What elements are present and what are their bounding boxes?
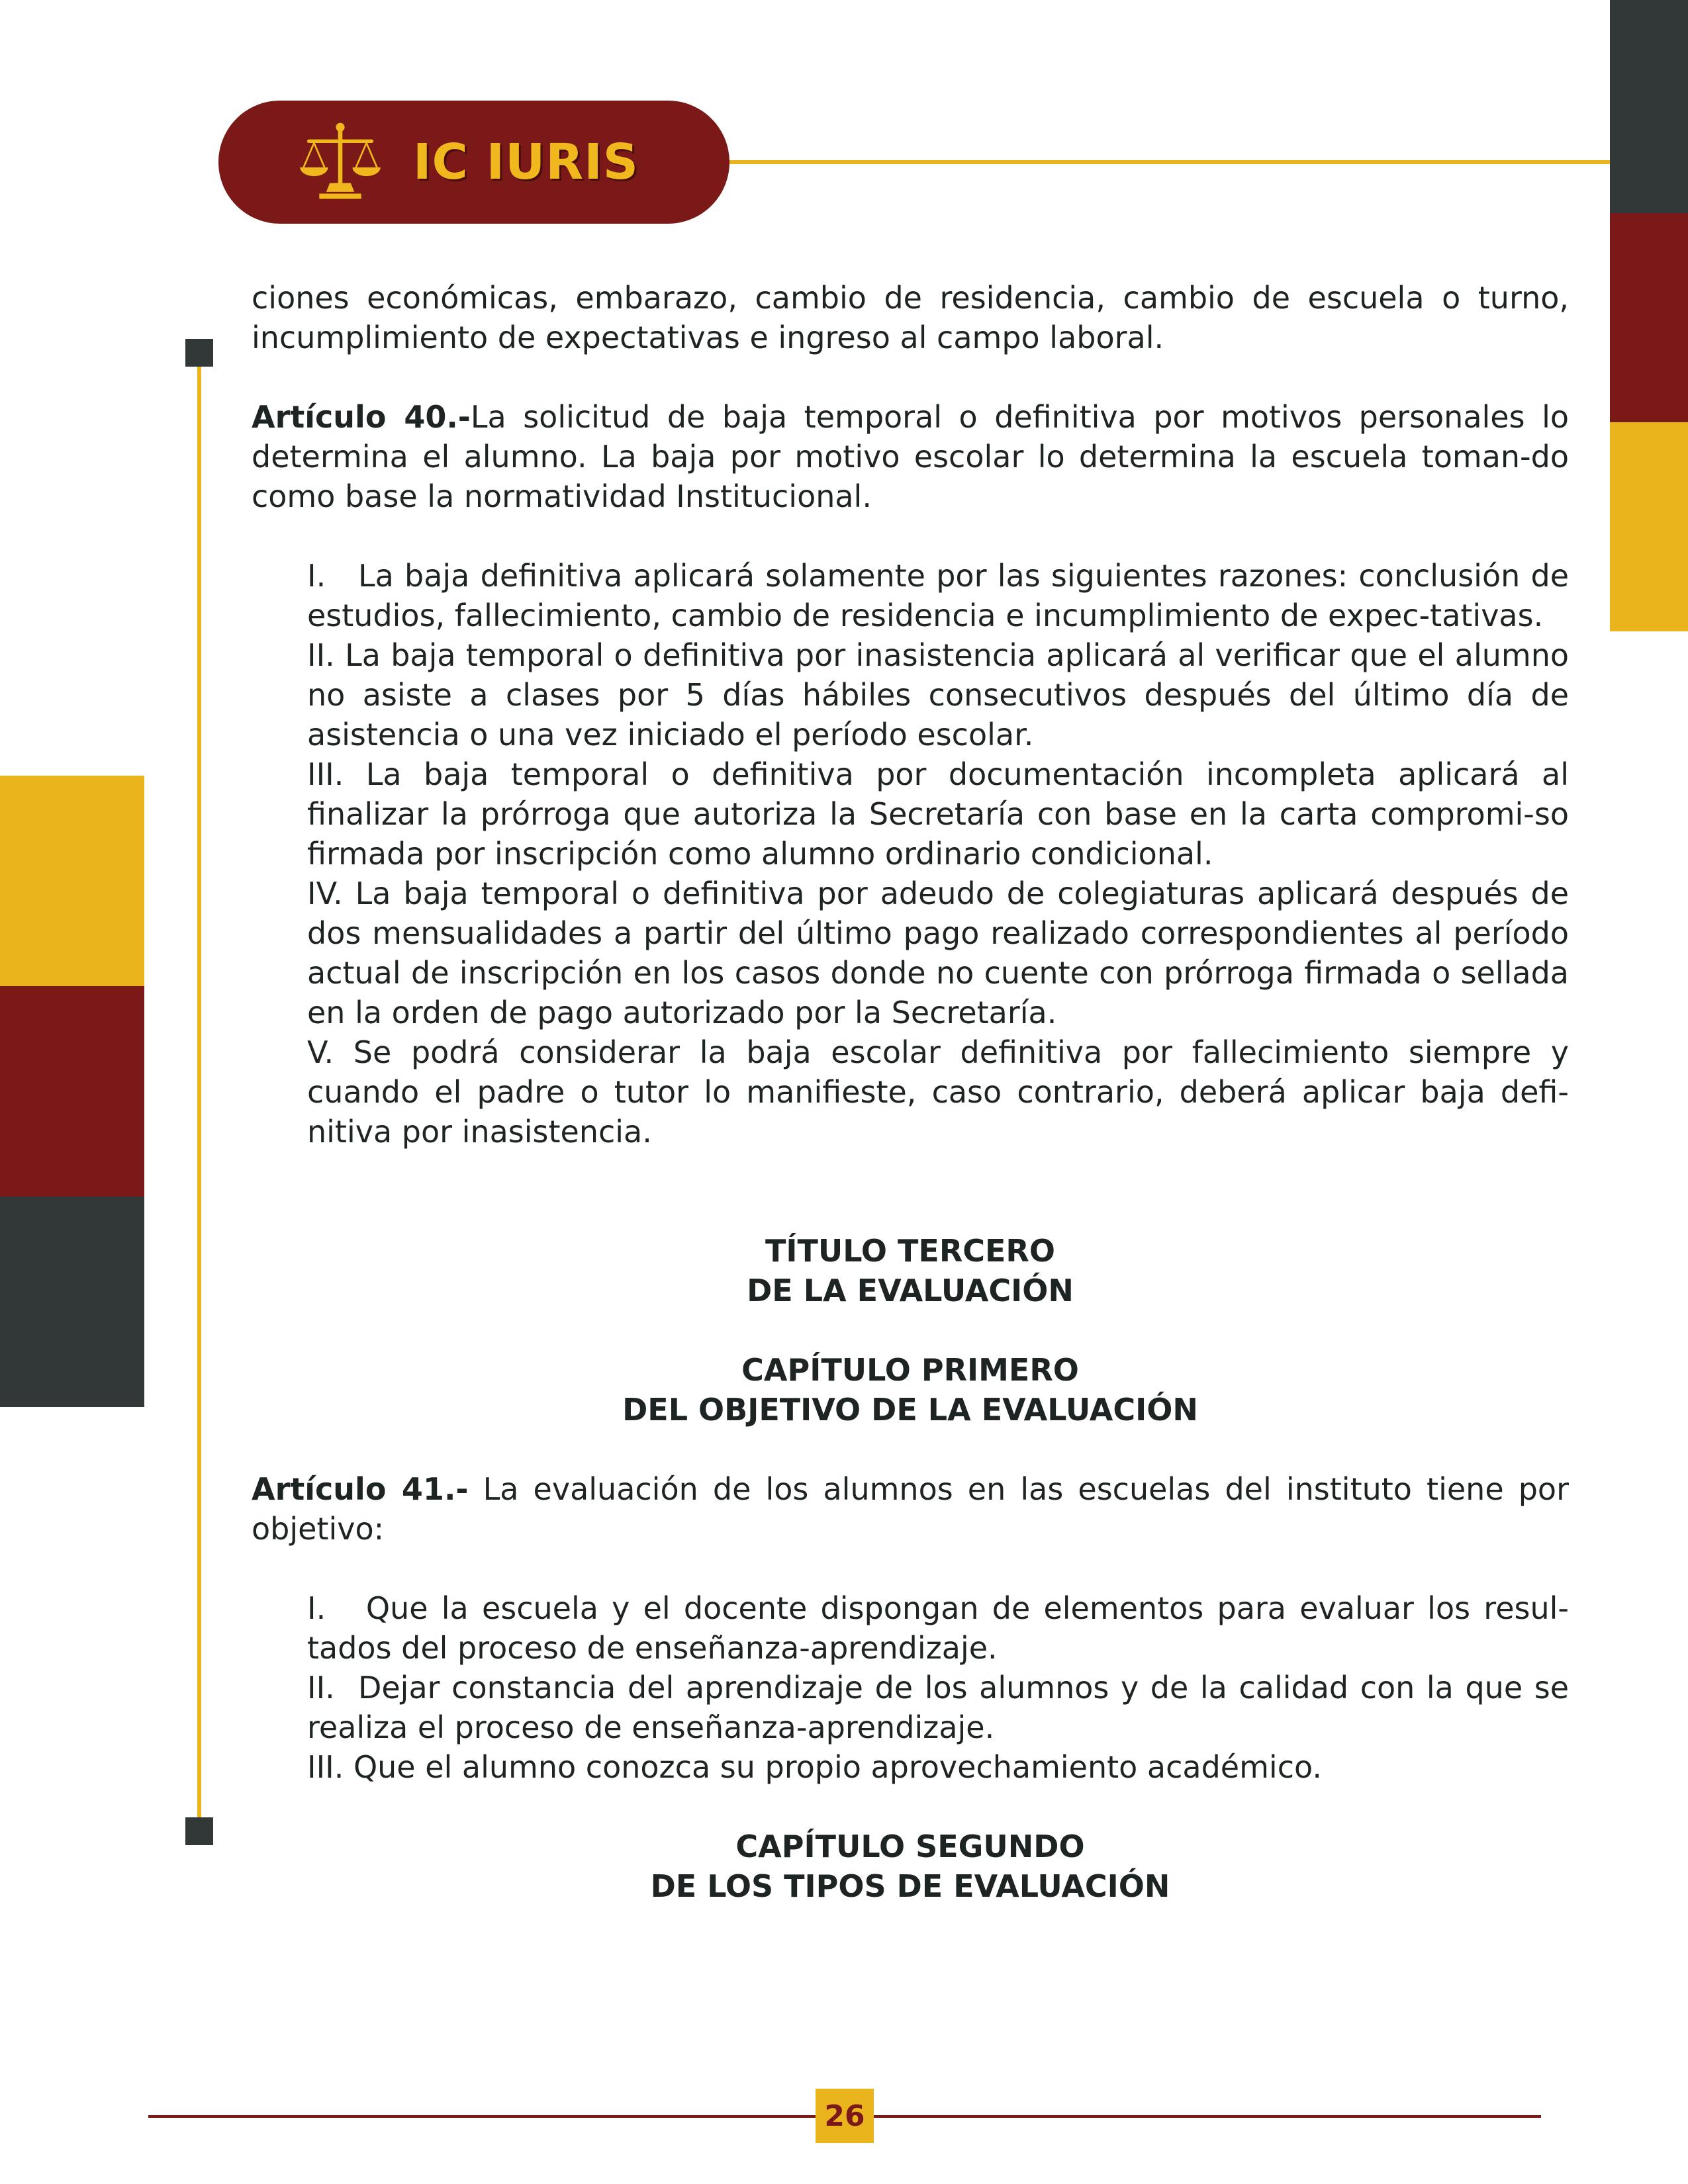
list-item: I. Que la escuela y el docente dispongan de elementos para evaluar los resul-tados del proceso de enseñanza-aprendizaje.: [307, 1590, 1569, 1666]
margin-rule-cap-top: [185, 339, 213, 367]
list-item: V. Se podrá considerar la baja escolar definitiva por fallecimiento siempre y cuando el padre o tutor lo manifieste, caso contrario, deberá aplicar baja defi-nitiva por inasistencia.: [307, 1034, 1569, 1150]
chapter-1-heading-line2: DEL OBJETIVO DE LA EVALUACIÓN: [622, 1392, 1198, 1428]
article-41-label: Artículo 41.-: [252, 1471, 469, 1507]
decor-block-left-maroon: [0, 986, 144, 1197]
scales-of-justice-icon: [297, 118, 384, 206]
brand-badge: [218, 101, 729, 224]
list-item: II. La baja temporal o definitiva por inasistencia aplicará al verificar que el alumno no asiste a clases por 5 días hábiles consecutivos después del último día de asistencia o una vez iniciado el período escolar.: [307, 637, 1569, 752]
article-40-paragraph: [252, 397, 1569, 516]
list-item: I. La baja definitiva aplicará solamente por las siguientes razones: conclusión de estudios, fallecimiento, cambio de residencia e incumplimiento de expec-tativas.: [307, 558, 1569, 633]
decor-block-right-gold: [1610, 422, 1688, 631]
brand-name: IC IURIS: [413, 134, 639, 191]
page-number: 26: [816, 2089, 874, 2143]
decor-block-right-charcoal: [1610, 0, 1688, 213]
header-rule: [728, 160, 1610, 164]
chapter-1-heading-line1: CAPÍTULO PRIMERO: [741, 1352, 1079, 1388]
decor-block-right-maroon: [1610, 213, 1688, 422]
list-item: IV. La baja temporal o definitiva por adeudo de colegiaturas aplicará después de dos mensualidades a partir del último pago realizado correspondientes al período actual de inscripción en los casos donde no cuente con prórroga firmada o sellada en la orden de pago autorizado por la Secretaría.: [307, 876, 1569, 1030]
article-41-text: La evaluación de los alumnos en las escuelas del instituto tiene por objetivo:: [252, 1471, 1569, 1547]
article-40-label: Artículo 40.-: [252, 399, 471, 435]
title-heading-line1: TÍTULO TERCERO: [765, 1233, 1055, 1269]
chapter-2-heading-line2: DE LOS TIPOS DE EVALUACIÓN: [650, 1868, 1170, 1904]
article-41-list: [252, 1588, 1569, 1787]
article-41-paragraph: [252, 1469, 1569, 1549]
margin-rule-cap-bottom: [185, 1817, 213, 1845]
article-40-list: [252, 556, 1569, 1152]
continuation-paragraph: ciones económicas, embarazo, cambio de residencia, cambio de escuela o turno, incumplimiento de expectativas e ingreso al campo laboral.: [252, 280, 1569, 355]
page-content: [252, 278, 1569, 1906]
decor-block-left-gold: [0, 776, 144, 986]
list-item: III. La baja temporal o definitiva por documentación incompleta aplicará al finalizar la prórroga que autoriza la Secretaría con base en la carta compromi-so firmada por inscripción como alumno ordinario condicional.: [307, 756, 1569, 872]
margin-rule: [197, 361, 201, 1833]
article-40-text: La solicitud de baja temporal o definitiva por motivos personales lo determina el alumno. La baja por motivo escolar lo determina la escuela toman-do como base la normatividad Institucional.: [252, 399, 1569, 514]
list-item: II. Dejar constancia del aprendizaje de los alumnos y de la calidad con la que se realiza el proceso de enseñanza-aprendizaje.: [307, 1670, 1569, 1745]
decor-block-left-charcoal: [0, 1197, 144, 1407]
chapter-2-heading-line1: CAPÍTULO SEGUNDO: [735, 1829, 1085, 1864]
title-heading-line2: DE LA EVALUACIÓN: [747, 1273, 1074, 1308]
list-item: III. Que el alumno conozca su propio aprovechamiento académico.: [307, 1749, 1322, 1785]
